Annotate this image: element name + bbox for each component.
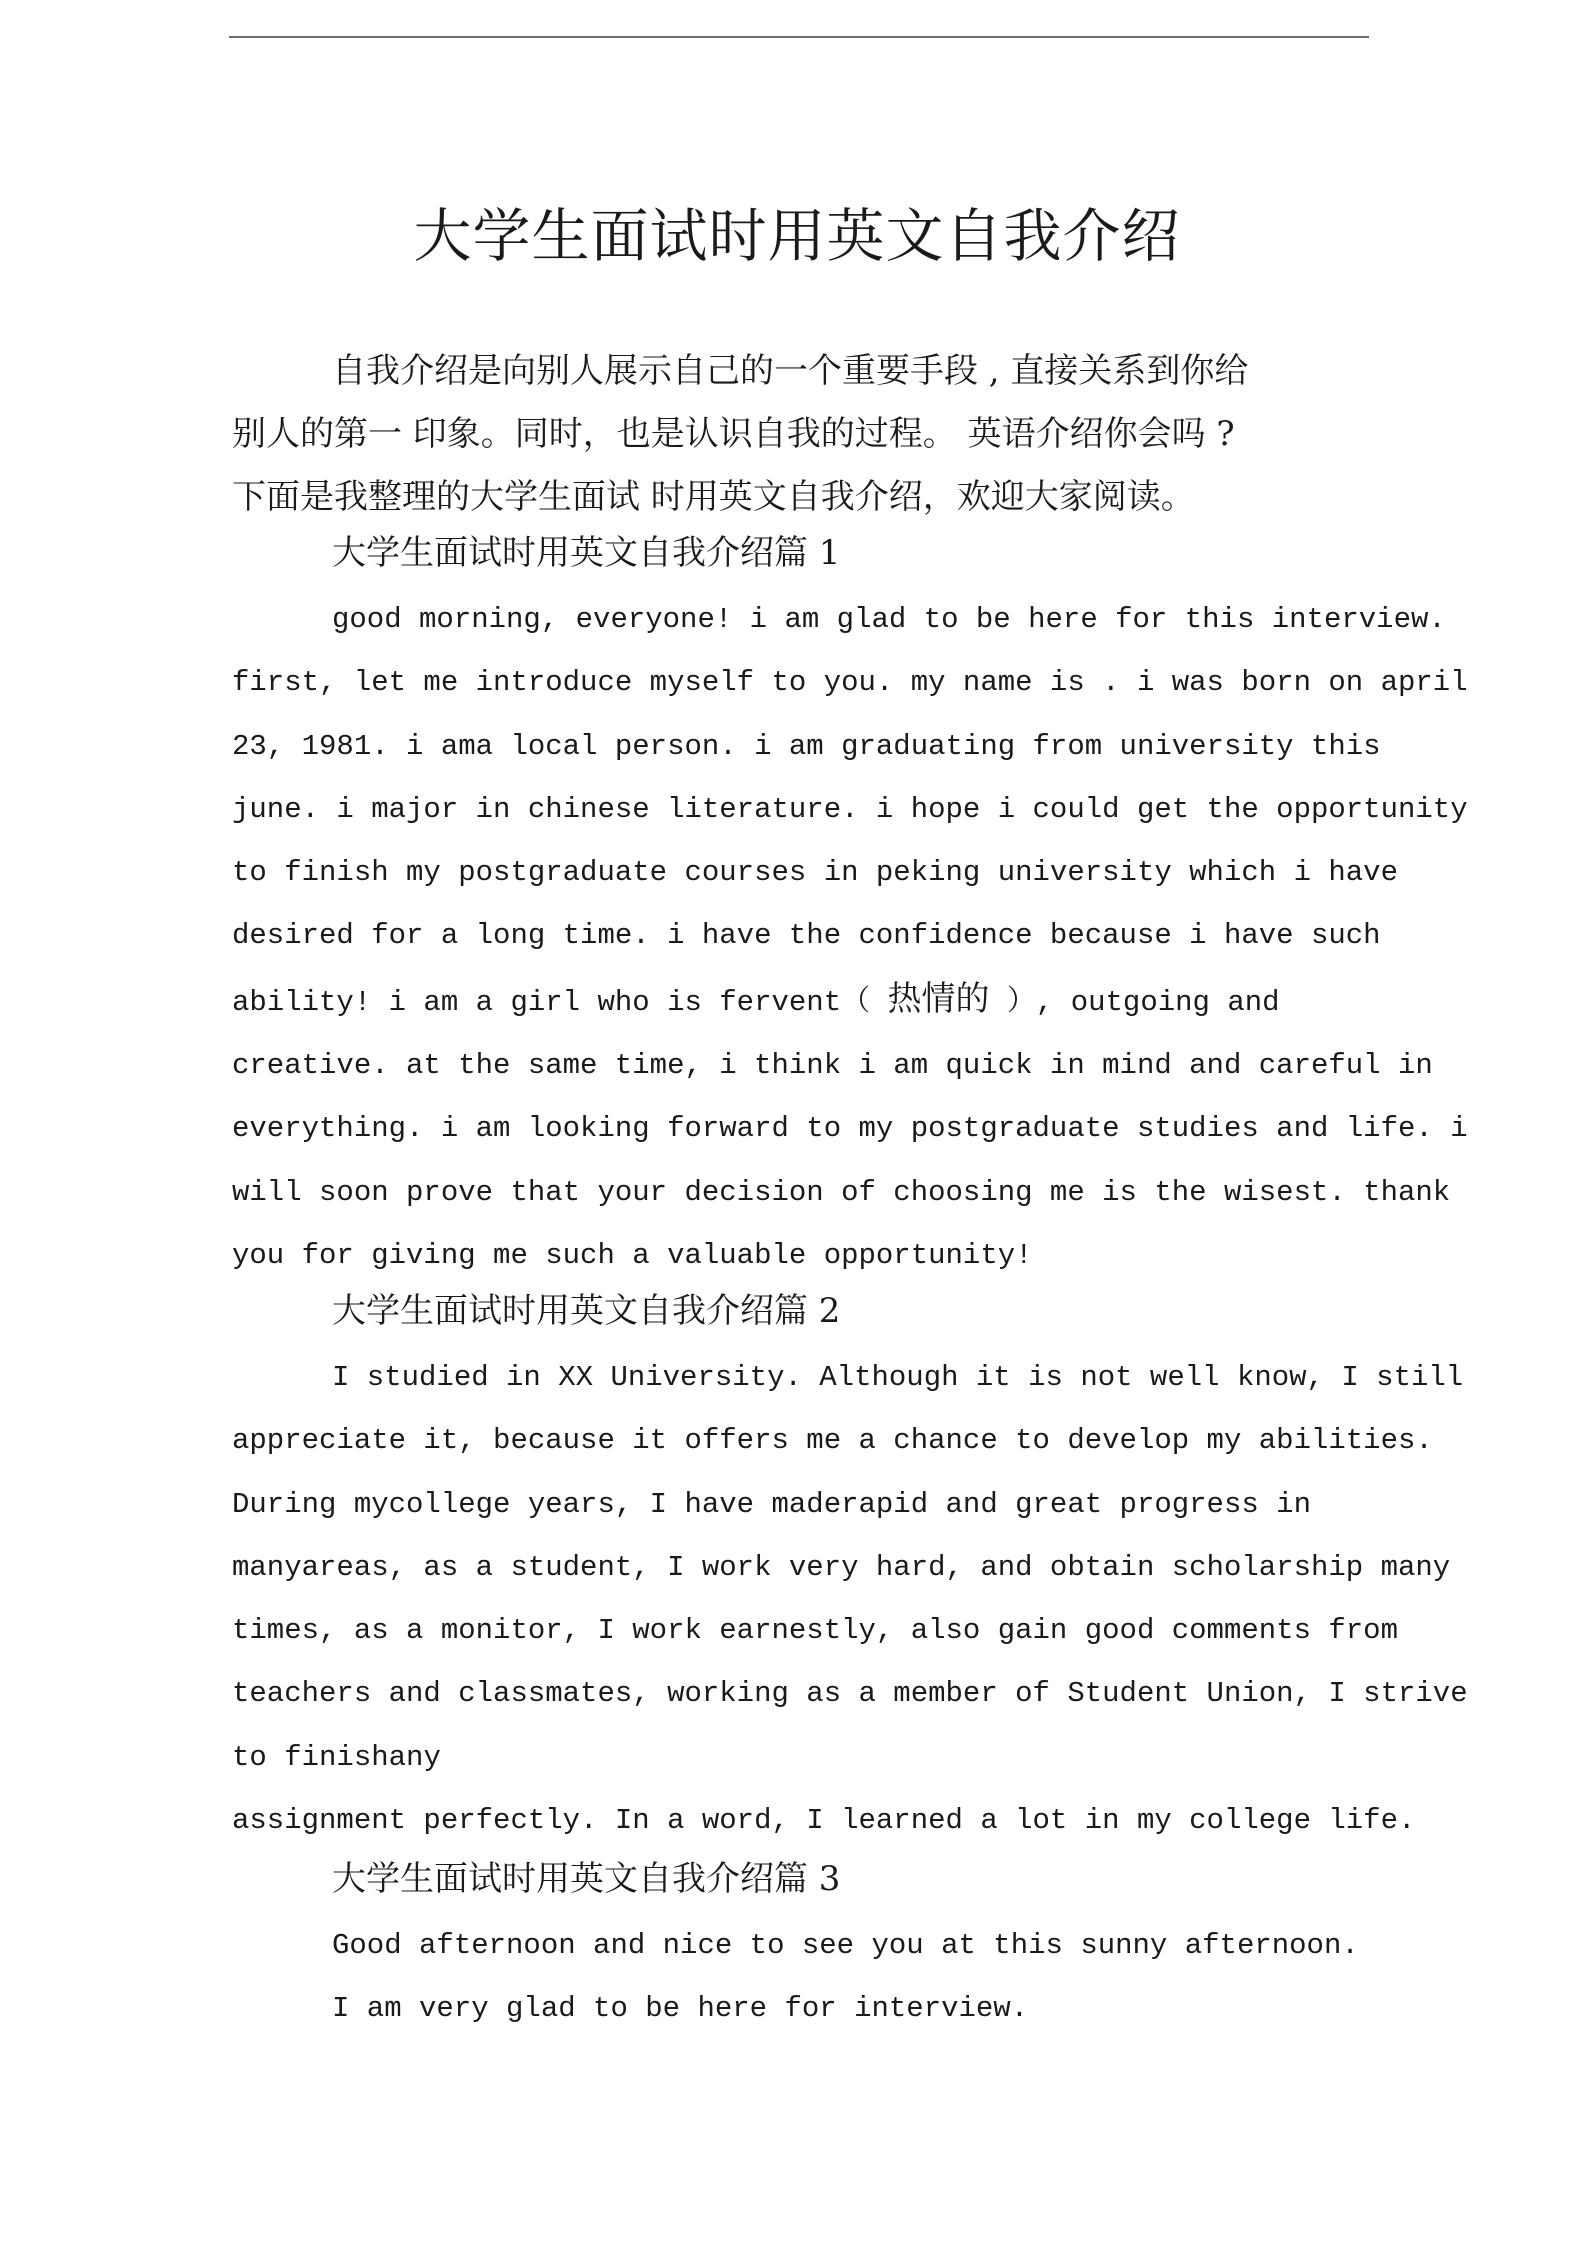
body-text: ability! i am a girl who is fervent（ (232, 985, 888, 1019)
body-line: to finish my postgraduate courses in peking university which i have (232, 856, 1398, 890)
body-line: appreciate it, because it offers me a chance to develop my abilities. (232, 1424, 1433, 1458)
section-heading-1: 大学生面试时用英文自我介绍篇 1 (332, 533, 841, 573)
body-text: ）, outgoing and (989, 985, 1280, 1019)
header-rule (229, 36, 1369, 38)
body-line: teachers and classmates, working as a member of Student Union, I strive (232, 1677, 1468, 1711)
section-heading-2: 大学生面试时用英文自我介绍篇 2 (332, 1291, 841, 1331)
body-line: Good afternoon and nice to see you at this sunny afternoon. (332, 1929, 1359, 1962)
body-line: creative. at the same time, i think i am quick in mind and careful in (232, 1049, 1433, 1083)
section-2-body (232, 1346, 1468, 1852)
body-line: everything. i am looking forward to my postgraduate studies and life. i (232, 1112, 1468, 1146)
body-line: will soon prove that your decision of choosing me is the wisest. thank (232, 1175, 1451, 1209)
section-3-body (232, 1914, 1382, 2041)
body-text-cjk: 热情的 (887, 978, 990, 1019)
section-1-body (232, 588, 1468, 1287)
body-line: assignment perfectly. In a word, I learned a lot in my college life. (232, 1804, 1416, 1838)
body-line: june. i major in chinese literature. i hope i could get the opportunity (232, 792, 1468, 826)
body-line: desired for a long time. i have the confidence because i have such (232, 919, 1381, 953)
body-text: any (388, 1740, 441, 1774)
body-line (232, 968, 1382, 1034)
intro-line: 自我介绍是向别人展示自己的一个重要手段 , 直接关系到你给 (332, 351, 1249, 391)
body-line: you for giving me such a valuable opportunity! (232, 1238, 1033, 1272)
body-line: I studied in XX University. Although it is not well know, I still (332, 1361, 1464, 1394)
body-line: manyareas, as a student, I work very hard, and obtain scholarship many (232, 1550, 1451, 1584)
body-line: times, as a monitor, I work earnestly, also gain good comments from (232, 1614, 1398, 1648)
body-line: first, let me introduce myself to you. my name is . i was born on april (232, 666, 1468, 700)
intro-line: 别人的第一 印象。同时，也是认识自我的过程。 英语介绍你会吗 ? (232, 414, 1235, 454)
body-line: 23, 1981. i ama local person. i am graduating from university this (232, 729, 1381, 763)
body-line (232, 1726, 1350, 1789)
body-line: I am very glad to be here for interview. (332, 1992, 1029, 2026)
section-heading-3: 大学生面试时用英文自我介绍篇 3 (332, 1859, 841, 1899)
body-line: good morning, everyone! i am glad to be here for this interview. (332, 603, 1446, 636)
intro-paragraph (232, 340, 1372, 529)
intro-line: 下面是我整理的大学生面试 时用英文自我介绍，欢迎大家阅读。 (232, 477, 1195, 517)
document-title: 大学生面试时用英文自我介绍 (413, 202, 1181, 270)
body-line: During mycollege years, I have maderapid and great progress in (232, 1487, 1311, 1521)
body-text: to finish (232, 1740, 389, 1774)
